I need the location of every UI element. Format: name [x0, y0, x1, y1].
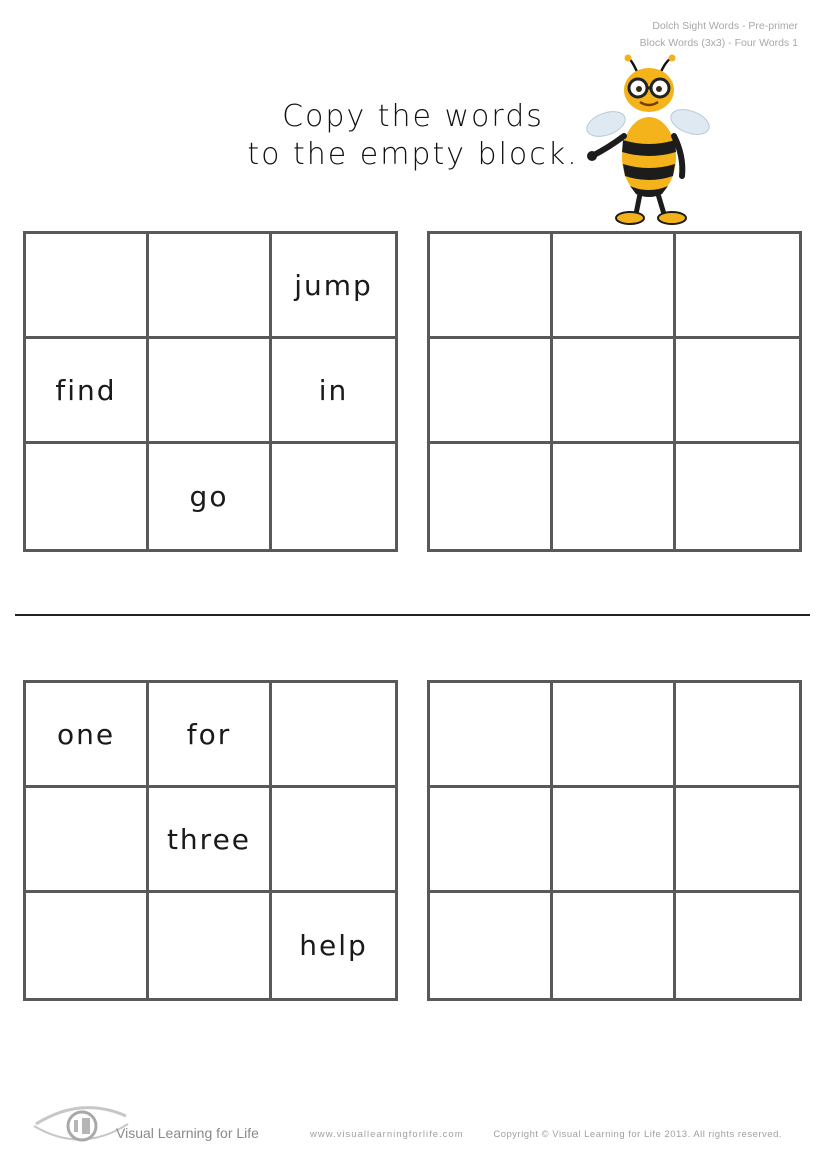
blank-cell[interactable] [676, 683, 799, 788]
series-title: Dolch Sight Words - Pre-primer [652, 20, 798, 32]
page-footer [0, 1098, 826, 1158]
worksheet-title: Block Words (3x3) - Four Words 1 [639, 37, 798, 49]
grid-cell: help [299, 929, 368, 962]
grid-cell [149, 339, 272, 444]
copy-grid-1 [427, 231, 802, 552]
blank-cell[interactable] [676, 444, 799, 549]
blank-cell[interactable] [430, 683, 553, 788]
blank-cell[interactable] [553, 444, 676, 549]
grid-cell: three [149, 788, 272, 893]
blank-cell[interactable] [553, 683, 676, 788]
grid-cell [149, 893, 272, 998]
website-link[interactable]: www.visuallearningforlife.com [310, 1129, 464, 1140]
grid-cell [272, 683, 395, 788]
blank-cell[interactable] [553, 234, 676, 339]
grid-cell: go [149, 444, 272, 549]
grid-cell: for [149, 683, 272, 788]
brand-name: Visual Learning for Life [116, 1125, 259, 1141]
grid-cell [272, 444, 395, 549]
blank-cell[interactable] [430, 234, 553, 339]
word-grid-2 [23, 680, 398, 1001]
copy-grid-2 [427, 680, 802, 1001]
instruction-text [230, 98, 596, 174]
blank-cell[interactable] [430, 339, 553, 444]
grid-cell: one [26, 683, 149, 788]
word-grid-1 [23, 231, 398, 552]
worksheet-header [640, 18, 798, 52]
blank-cell[interactable] [553, 788, 676, 893]
grid-cell [26, 788, 149, 893]
instruction-line-2: to the empty block. [247, 137, 579, 172]
grid-cell [272, 788, 395, 893]
blank-cell[interactable] [676, 788, 799, 893]
grid-cell: in [272, 339, 395, 444]
section-divider [15, 614, 810, 616]
blank-cell[interactable] [430, 893, 553, 998]
blank-cell[interactable] [676, 893, 799, 998]
grid-cell: find [26, 339, 149, 444]
grid-cell [26, 893, 149, 998]
instruction-line-1: Copy the words [282, 99, 544, 134]
blank-cell[interactable] [553, 893, 676, 998]
blank-cell[interactable] [676, 339, 799, 444]
grid-cell [26, 444, 149, 549]
blank-cell[interactable] [553, 339, 676, 444]
copyright-text: Copyright © Visual Learning for Life 2013. All rights reserved. [493, 1129, 782, 1140]
grid-cell [149, 234, 272, 339]
grid-cell: jump [272, 234, 395, 339]
grid-cell [26, 234, 149, 339]
blank-cell[interactable] [676, 234, 799, 339]
bee-mascot-icon [586, 52, 710, 228]
blank-cell[interactable] [430, 444, 553, 549]
blank-cell[interactable] [430, 788, 553, 893]
